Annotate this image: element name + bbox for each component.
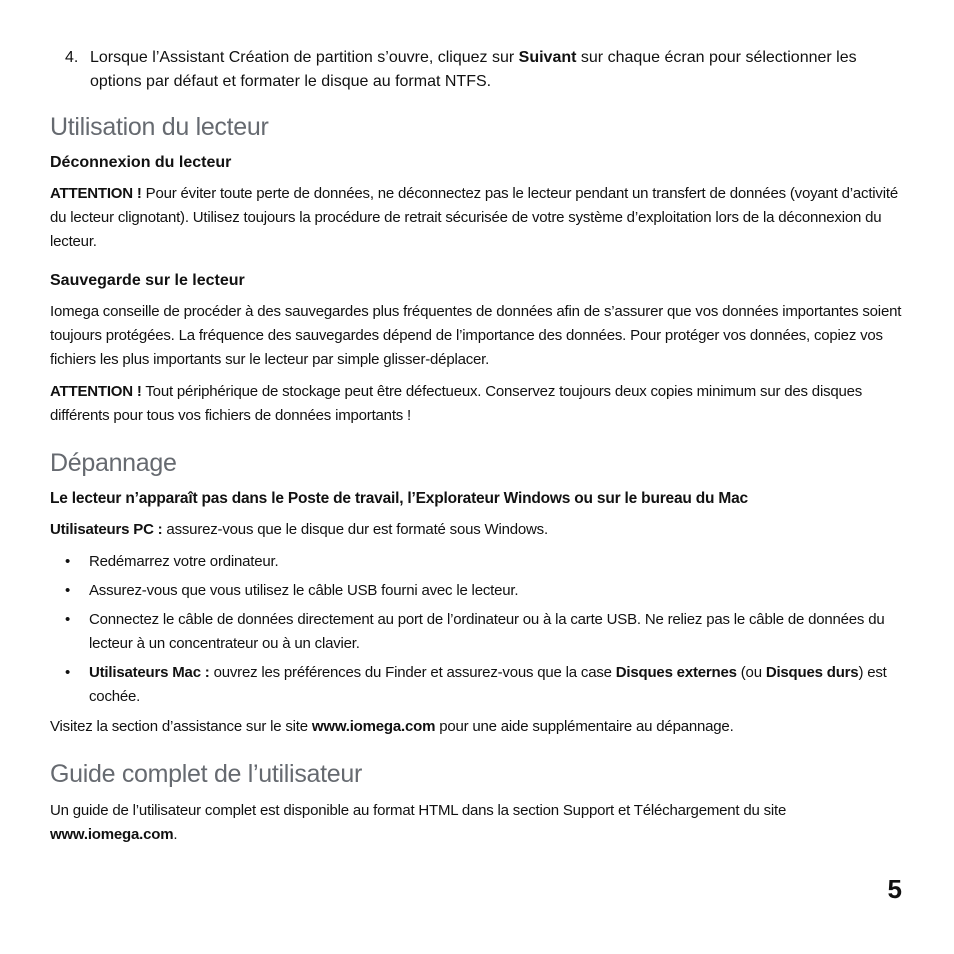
step-bold-suivant: Suivant xyxy=(518,49,577,66)
visit-text-before: Visitez la section d’assistance sur le site xyxy=(50,718,312,735)
step-text-before: Lorsque l’Assistant Création de partition s’ouvre, cliquez sur xyxy=(90,49,519,66)
pc-users-text: assurez-vous que le disque dur est formaté sous Windows. xyxy=(162,521,548,538)
heading-drive-not-visible: Le lecteur n’apparaît pas dans le Poste de travail, l’Explorateur Windows ou sur le bureau du Mac xyxy=(50,490,748,507)
page-number: 5 xyxy=(887,874,902,904)
bullet: • xyxy=(65,553,71,570)
step-text-after: sur chaque écran pour sélectionner les options par défaut et formater le disque au format NTFS. xyxy=(90,49,857,90)
section-title-guide: Guide complet de l’utilisateur xyxy=(50,760,362,788)
mac-text-3: ) est cochée. xyxy=(89,664,887,705)
paragraph-disconnect-attention xyxy=(50,182,902,254)
page-content xyxy=(50,46,902,855)
attention-text: Tout périphérique de stockage peut être défectueux. Conservez toujours deux copies minimum sur des disques différents pour tous vos fichiers de données importants ! xyxy=(50,383,863,424)
mac-bold-external: Disques externes xyxy=(615,664,737,681)
attention-label: ATTENTION ! xyxy=(50,185,142,202)
step-4 xyxy=(50,46,902,94)
troubleshooting-list xyxy=(50,550,902,709)
list-item-text: Connectez le câble de données directement au port de l’ordinateur ou à la carte USB. Ne reliez pas le câble de données du lecteur à un concentrateur ou à un clavier. xyxy=(89,611,885,652)
guide-link[interactable]: www.iomega.com xyxy=(50,826,174,843)
bullet: • xyxy=(65,611,71,628)
paragraph-backup: Iomega conseille de procéder à des sauvegardes plus fréquentes de données afin de s’assurer que vos données importantes soient toujours protégées. La fréquence des sauvegardes dépend de l’importance des données. Pour protéger vos données, copiez vos fichiers les plus importants sur le lecteur par simple glisser-déplacer. xyxy=(50,303,902,368)
heading-disconnect: Déconnexion du lecteur xyxy=(50,154,232,171)
paragraph-visit-support xyxy=(50,715,902,739)
list-item-text: Assurez-vous que vous utilisez le câble USB fourni avec le lecteur. xyxy=(89,582,519,599)
list-item-text: Redémarrez votre ordinateur. xyxy=(89,553,279,570)
guide-text-end: . xyxy=(173,826,178,843)
mac-bold-hard-disks: Disques durs xyxy=(765,664,859,681)
list-item-restart xyxy=(50,550,902,574)
list-item-mac-users xyxy=(50,661,902,709)
attention-label: ATTENTION ! xyxy=(50,383,142,400)
paragraph-pc-users xyxy=(50,518,902,542)
attention-text: Pour éviter toute perte de données, ne déconnectez pas le lecteur pendant un transfert de données (voyant d’activité du lecteur clignotant). Utilisez toujours la procédure de retrait sécurisée de votre système d’exploitation lors de la déconnexion du lecteur. xyxy=(50,185,898,250)
section-title-usage: Utilisation du lecteur xyxy=(50,113,269,141)
heading-backup: Sauvegarde sur le lecteur xyxy=(50,272,245,289)
bullet: • xyxy=(65,582,71,599)
paragraph-backup-attention xyxy=(50,380,902,428)
section-title-troubleshooting: Dépannage xyxy=(50,449,177,477)
bullet: • xyxy=(65,664,71,681)
step-number: 4. xyxy=(65,49,79,66)
list-item-usb-cable xyxy=(50,579,902,603)
paragraph-guide xyxy=(50,799,902,847)
visit-text-after: pour une aide supplémentaire au dépannage. xyxy=(435,718,734,735)
mac-users-label: Utilisateurs Mac : xyxy=(89,664,210,681)
guide-text: Un guide de l’utilisateur complet est disponible au format HTML dans la section Support et Téléchargement du site xyxy=(50,802,787,819)
mac-text-1: ouvrez les préférences du Finder et assurez-vous que la case xyxy=(209,664,616,681)
support-link[interactable]: www.iomega.com xyxy=(311,718,436,735)
mac-text-2: (ou xyxy=(736,664,766,681)
list-item-connect-cable xyxy=(50,608,902,656)
pc-users-label: Utilisateurs PC : xyxy=(50,521,163,538)
